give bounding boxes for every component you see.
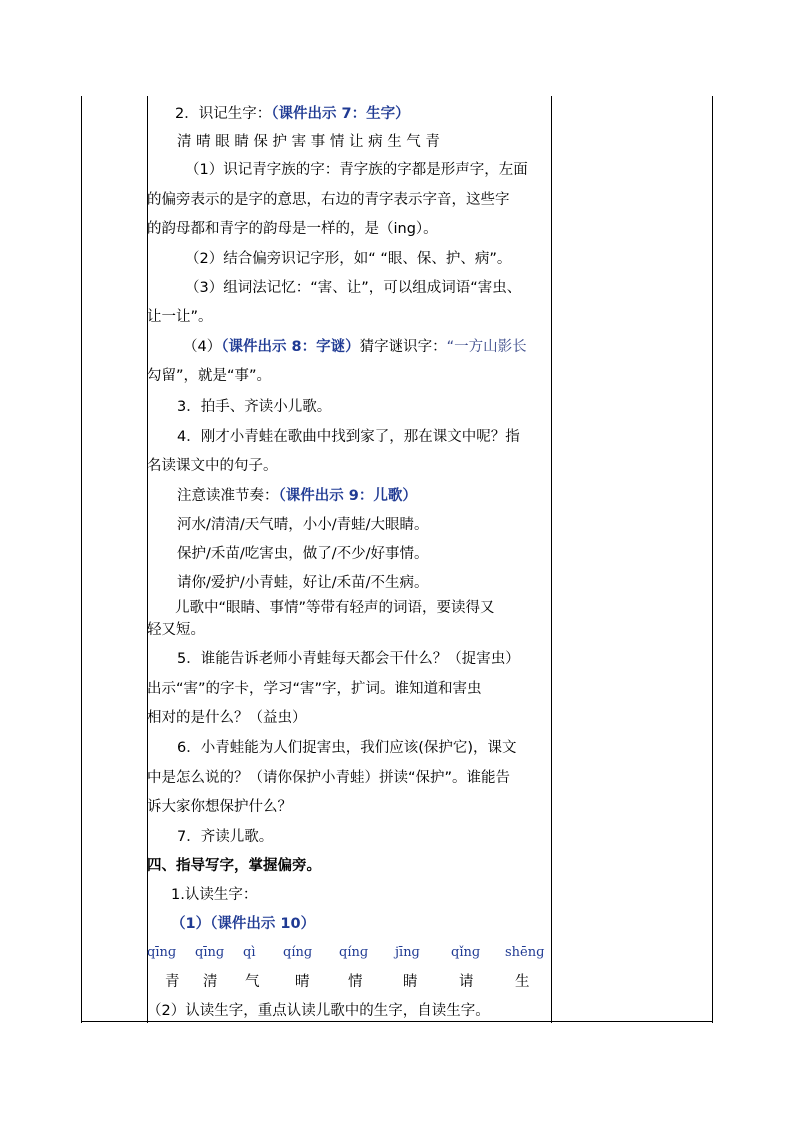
riddle-label: 猜字谜识字： [359,339,447,355]
lesson-content [147,96,551,1023]
paragraph-line: 相对的是什么？（益虫） [147,710,307,726]
pinyin-label: jīnɡ [395,945,420,960]
paragraph-line: 轻又短。 [147,622,205,638]
courseware-tag: （课件出示 10） [210,916,316,932]
item-number: （1） [171,916,211,932]
pinyin-label: qínɡ [283,945,313,960]
courseware-line [147,914,575,934]
paragraph-line: 5．谁能告诉老师小青蛙每天都会干什么？（捉害虫） [177,651,520,667]
poem-line: 请你/爱护/小青蛙，好让/禾苗/不生病。 [177,575,429,591]
paragraph-line: （3）组词法记忆：“害、让”，可以组成词语“害虫、 [185,280,522,296]
character-label: 睛 [403,974,418,990]
section-four-heading: 四、指导写字，掌握偏旁。 [147,858,321,874]
paragraph-line: 勾留”，就是“事”。 [147,368,272,384]
rhythm-label: 注意读准节奏： [177,488,279,504]
table-border-right [712,96,713,1023]
character-label: 请 [459,974,474,990]
poem-line: 保护/禾苗/吃害虫，做了/不少/好事情。 [177,546,429,562]
paragraph-line: 名读课文中的句子。 [147,458,278,474]
character-label: 青 [165,974,180,990]
paragraph-line: 1.认读生字： [171,887,258,903]
paragraph-line: 诉大家你想保护什么？ [147,799,292,815]
paragraph-line: 的偏旁表示的是字的意思，右边的青字表示字音，这些字 [147,192,510,208]
step-2-heading [147,104,579,124]
courseware-tag: （课件出示 8：字谜） [221,339,360,355]
character-label: 气 [245,974,260,990]
pinyin-label: qīnɡ [147,945,177,960]
step-text: 2．识记生字： [175,106,272,122]
paragraph-line: 3．拍手、齐读小儿歌。 [177,399,332,415]
character-list: 清 晴 眼 睛 保 护 害 事 情 让 病 生 气 青 [177,134,440,150]
paragraph-line: 出示“害”的字卡，学习“害”字，扩词。谁知道和害虫 [147,681,482,697]
poem-line: 河水/清清/天气晴，小小/青蛙/大眼睛。 [177,517,429,533]
pinyin-label: qínɡ [339,945,369,960]
pinyin-row [147,943,551,963]
pinyin-label: qīnɡ [195,945,225,960]
item-number: （4） [183,339,222,355]
paragraph-line: 儿歌中“眼睛、事情”等带有轻声的词语，要读得又 [175,600,495,616]
paragraph-line: 4．刚才小青蛙在歌曲中找到家了，那在课文中呢？指 [177,429,520,445]
character-label: 情 [348,974,363,990]
paragraph-line: （2）认读生字，重点认读儿歌中的生字，自读生字。 [147,1003,490,1019]
table-border-left [81,96,82,1023]
paragraph-line: 中是怎么说的？（请你保护小青蛙）拼读“保护”。谁能告 [147,770,511,786]
pinyin-label: shēnɡ [505,945,545,960]
paragraph-line: 让一让”。 [147,309,213,325]
pinyin-label: qǐnɡ [451,945,481,960]
character-row [147,972,551,992]
character-label: 生 [515,974,530,990]
paragraph-line: （2）结合偏旁识记字形，如“ “眼、保、护、病”。 [185,251,512,267]
paragraph-line: （1）识记青字族的字：青字族的字都是形声字，左面 [185,162,528,178]
rhythm-heading [147,486,581,506]
courseware-tag: （课件出示 7：生字） [271,106,410,122]
riddle-line [147,337,587,357]
character-label: 清 [203,974,218,990]
character-label: 晴 [295,974,310,990]
paragraph-line: 6．小青蛙能为人们捉害虫，我们应该(保护它)，课文 [177,740,517,756]
paragraph-line: 的韵母都和青字的韵母是一样的，是（ing）。 [147,221,438,237]
courseware-tag: （课件出示 9：儿歌） [278,488,417,504]
paragraph-line: 7．齐读儿歌。 [177,829,274,845]
pinyin-label: qì [243,945,256,960]
riddle-text: “一方山影长 [446,339,527,355]
